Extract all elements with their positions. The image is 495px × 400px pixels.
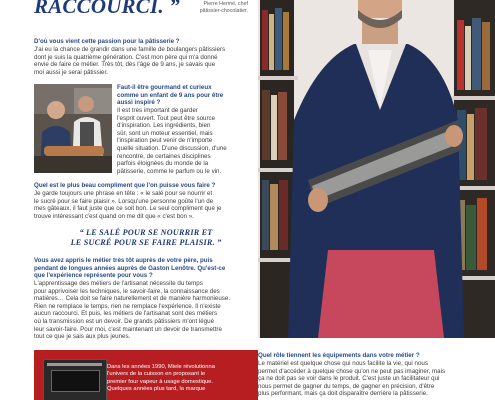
header-quote: RACCOURCI. ”: [34, 0, 180, 18]
oven-image: [43, 359, 107, 400]
question-compliment: Quel est le plus beau compliment que l'on puisse vous faire ?: [34, 182, 216, 189]
answer-compliment: Je garde toujours une phrase en tête : « le salé pour se nourrir et le sucré pour se faire plaisir ». Lorsqu'une personne goûte l'un de mes gâteaux, il faut juste que ce soit bon. Le seul compliment que je trouve intéressant c'est quand on me dit que « c'est bon ».: [34, 190, 222, 220]
kitchen-photo: [34, 84, 112, 173]
quote-attribution: [181, 1, 248, 15]
answer-experience: L'apprentissage des métiers de l'artisanat nécessite du temps pour apprivoiser les techniques, le savoir-faire, la connaissance des matières… Cela doit se faire naturellement et de manière harmonieuse. Rien ne remplace le temps, rien ne remplace l'expérience. Il n'existe aucun raccourci. Et puis, les métiers de l'artisanat sont des métiers où la transmission est un devoir. De grands pâtissiers m'ont légué leur savoir-faire. Pour moi, c'est maintenant un devoir de transmettre tout ce que je sais aux plus jeunes.: [34, 280, 231, 341]
ad-text: Dans les années 1990, Miele révolutionna l'univers de la cuisson en proposant le premier four vapeur à usage domestique. Quelques années plus tard, la marque: [107, 364, 215, 393]
answer-passion: J'ai eu la chance de grandir dans une famille de boulangers pâtissiers dont je suis la quatrième génération. C'est mon père qui m'a donné envie de faire ce métier. Très tôt, dès l'âge de 9 ans, je savais que moi aussi je serai pâtissier.: [34, 46, 226, 76]
question-equipment: Quel rôle tiennent les équipements dans votre métier ?: [258, 352, 420, 359]
answer-inspiration: Il est très important de garder l'esprit ouvert. Tout peut être source d'inspiration. Les ingrédients, bien sûr, sont un moteur essentiel, mais l'inspiration peut venir de n'importe quelle situation. D'une discussion, d'une rencontre, de certaines disciplines parfois éloignées du monde de la pâtisserie, comme le parfum ou le vin.: [117, 107, 227, 175]
miele-ad-box: [34, 350, 258, 400]
question-passion: D'où vous vient cette passion pour la pâtisserie ?: [34, 38, 180, 45]
author-role: pâtissier-chocolatier.: [199, 8, 248, 14]
chef-portrait-photo: [258, 0, 495, 338]
author-name: Pierre Hermé, chef: [203, 1, 248, 7]
pull-quote: “ LE SALÉ POUR SE NOURRIR ET LE SUCRÉ POUR SE FAIRE PLAISIR. ”: [70, 228, 222, 247]
question-experience: Vous avez appris le métier très tôt auprès de votre père, puis pendant de longues années auprès de Gaston Lenôtre. Qu'est-ce que l'expérience représente pour vous ?: [34, 257, 226, 280]
question-inspiration: Faut-il être gourmand et curieux comme un enfant de 9 ans pour être aussi inspiré ?: [117, 84, 224, 107]
answer-equipment: Le matériel est quelque chose qui nous facilite la vie, qui nous permet d'accéder à quelque chose qu'on ne peut pas imaginer, mais ça ne doit pas se voir dans le produit. C'est juste un facilitateur qui nous permet de gagner du temps, de gagner en précision, d'être plus performant, mais ça doit disparaître derrière la pâtisserie.: [258, 360, 446, 398]
